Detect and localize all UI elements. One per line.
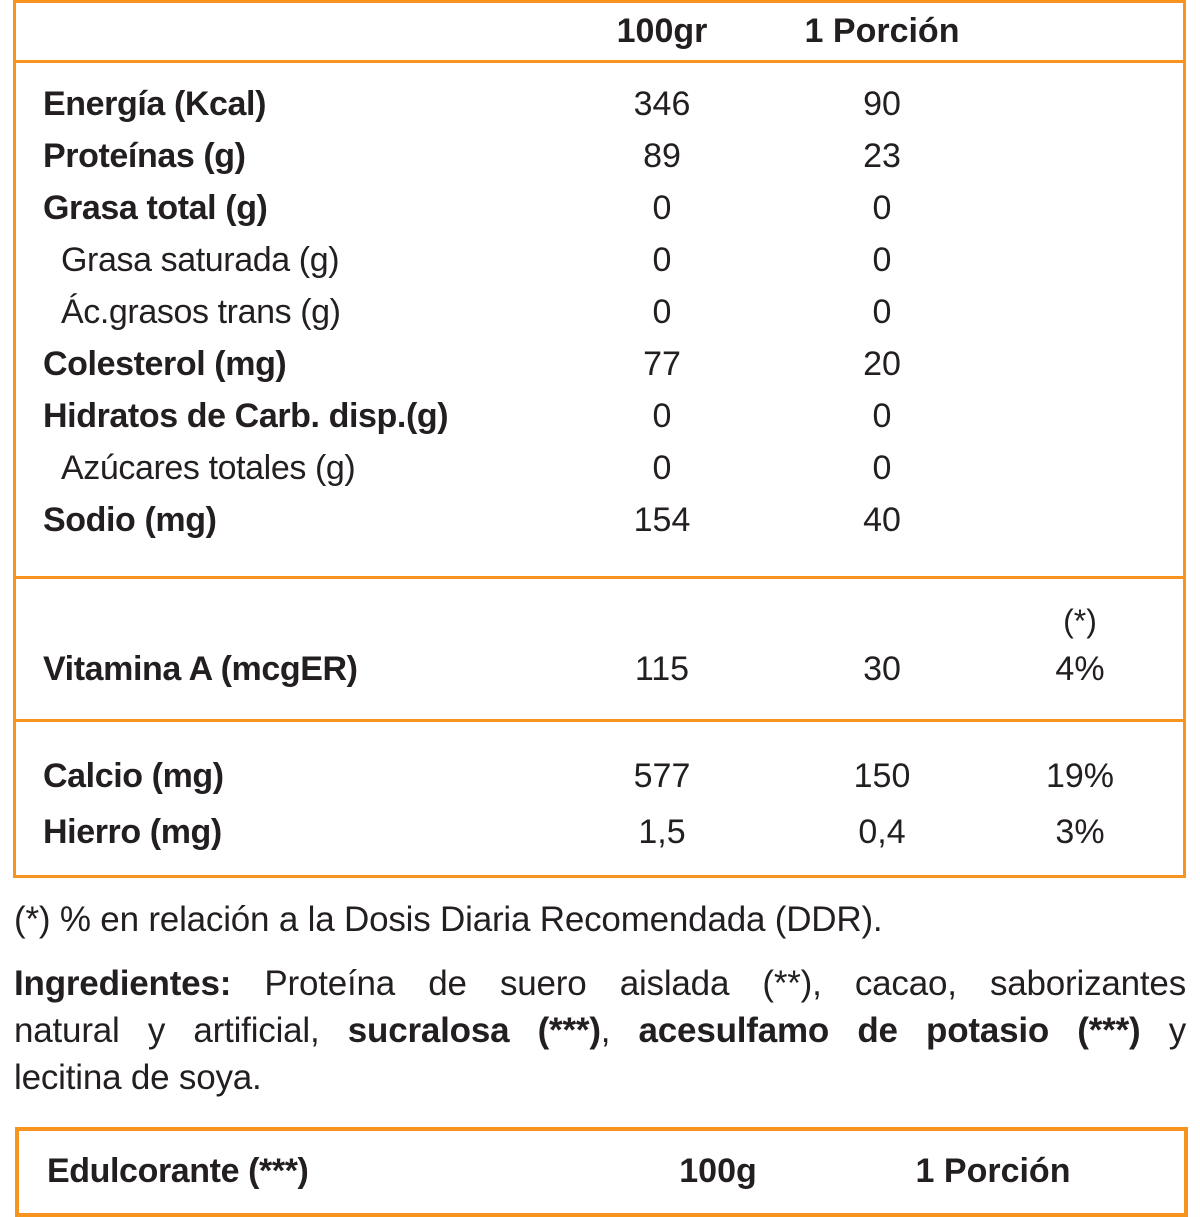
table-row-hidratos: [16, 390, 1183, 442]
value-100g: 154: [633, 501, 691, 539]
vitamins-section: [16, 579, 1183, 722]
ddr-footnote: (*) % en relación a la Dosis Diaria Recomendada (DDR).: [14, 900, 883, 939]
value-ddr-percent: 19%: [1045, 757, 1115, 795]
nutrition-table-header: [16, 3, 1183, 63]
nutrient-label: Grasa total (g): [43, 189, 268, 227]
value-portion: 0: [872, 189, 892, 227]
value-100g: 0: [652, 241, 672, 279]
value-100g: 1,5: [638, 813, 686, 851]
value-portion: 0,4: [858, 813, 906, 851]
minerals-section: [16, 722, 1183, 875]
ingredients-line: [14, 960, 1186, 1007]
sweetener-table: [15, 1127, 1188, 1217]
value-100g: 0: [652, 293, 672, 331]
nutrient-label: Colesterol (mg): [43, 345, 287, 383]
sweetener-col-100g: 100g: [679, 1152, 757, 1190]
value-100g: 0: [652, 449, 672, 487]
value-100g: 0: [652, 397, 672, 435]
table-row-hierro: [16, 804, 1183, 860]
value-portion: 20: [863, 345, 901, 383]
ddr-marker-row: [16, 599, 1183, 643]
table-row-azucares: [16, 442, 1183, 494]
value-portion: 40: [863, 501, 901, 539]
table-row-grasa-saturada: [16, 234, 1183, 286]
table-row-sodio: [16, 494, 1183, 546]
ingredients-sweetener-1: sucralosa (***): [347, 1011, 601, 1050]
sweetener-table-header: [19, 1145, 1184, 1197]
nutrient-label: Calcio (mg): [43, 757, 224, 795]
value-portion: 23: [863, 137, 901, 175]
value-portion: 30: [863, 650, 901, 688]
value-100g: 89: [643, 137, 681, 175]
sweetener-label: Edulcorante (***): [47, 1152, 309, 1190]
value-portion: 150: [853, 757, 911, 795]
table-row-vitamina-a: [16, 643, 1183, 695]
table-row-grasos-trans: [16, 286, 1183, 338]
nutrient-label: Azúcares totales (g): [61, 449, 356, 487]
ingredients-text: Proteína de suero aislada (**), cacao, saborizantes: [231, 964, 1186, 1003]
table-row-proteinas: [16, 130, 1183, 182]
value-ddr-percent: 4%: [1055, 650, 1105, 688]
ddr-marker: (*): [1063, 603, 1097, 639]
ingredients-text: lecitina de soya.: [14, 1058, 262, 1097]
ingredients-text: natural y artificial,: [14, 1011, 348, 1050]
nutrient-label: Grasa saturada (g): [61, 241, 340, 279]
value-100g: 346: [633, 85, 691, 123]
value-100g: 115: [634, 650, 690, 688]
value-portion: 0: [872, 293, 892, 331]
table-row-colesterol: [16, 338, 1183, 390]
nutrient-label: Sodio (mg): [43, 501, 217, 539]
table-row-energia: [16, 78, 1183, 130]
value-100g: 0: [652, 189, 672, 227]
value-portion: 0: [872, 449, 892, 487]
ingredients-text: ,: [600, 1011, 639, 1050]
nutrient-label: Vitamina A (mcgER): [43, 650, 358, 688]
macronutrients-section: [16, 63, 1183, 579]
nutrient-label: Proteínas (g): [43, 137, 246, 175]
nutrition-table: [13, 0, 1186, 878]
value-portion: 0: [872, 241, 892, 279]
value-100g: 77: [643, 345, 681, 383]
nutrient-label: Hierro (mg): [43, 813, 222, 851]
value-ddr-percent: 3%: [1055, 813, 1105, 851]
ingredients-paragraph: [14, 960, 1186, 1101]
table-row-calcio: [16, 748, 1183, 804]
value-portion: 0: [872, 397, 892, 435]
nutrient-label: Energía (Kcal): [43, 85, 267, 123]
ingredients-line: [14, 1054, 1186, 1101]
header-col-100g: 100gr: [616, 12, 708, 50]
header-col-portion: 1 Porción: [804, 12, 960, 50]
ingredients-text: y: [1140, 1011, 1186, 1050]
nutrient-label: Hidratos de Carb. disp.(g): [43, 397, 449, 435]
ingredients-line: [14, 1007, 1186, 1054]
sweetener-col-portion: 1 Porción: [915, 1152, 1071, 1190]
value-100g: 577: [633, 757, 691, 795]
ingredients-sweetener-2: acesulfamo de potasio (***): [638, 1011, 1141, 1050]
ingredients-heading: Ingredientes:: [14, 964, 232, 1003]
table-row-grasa-total: [16, 182, 1183, 234]
nutrient-label: Ác.grasos trans (g): [61, 293, 341, 331]
value-portion: 90: [863, 85, 901, 123]
